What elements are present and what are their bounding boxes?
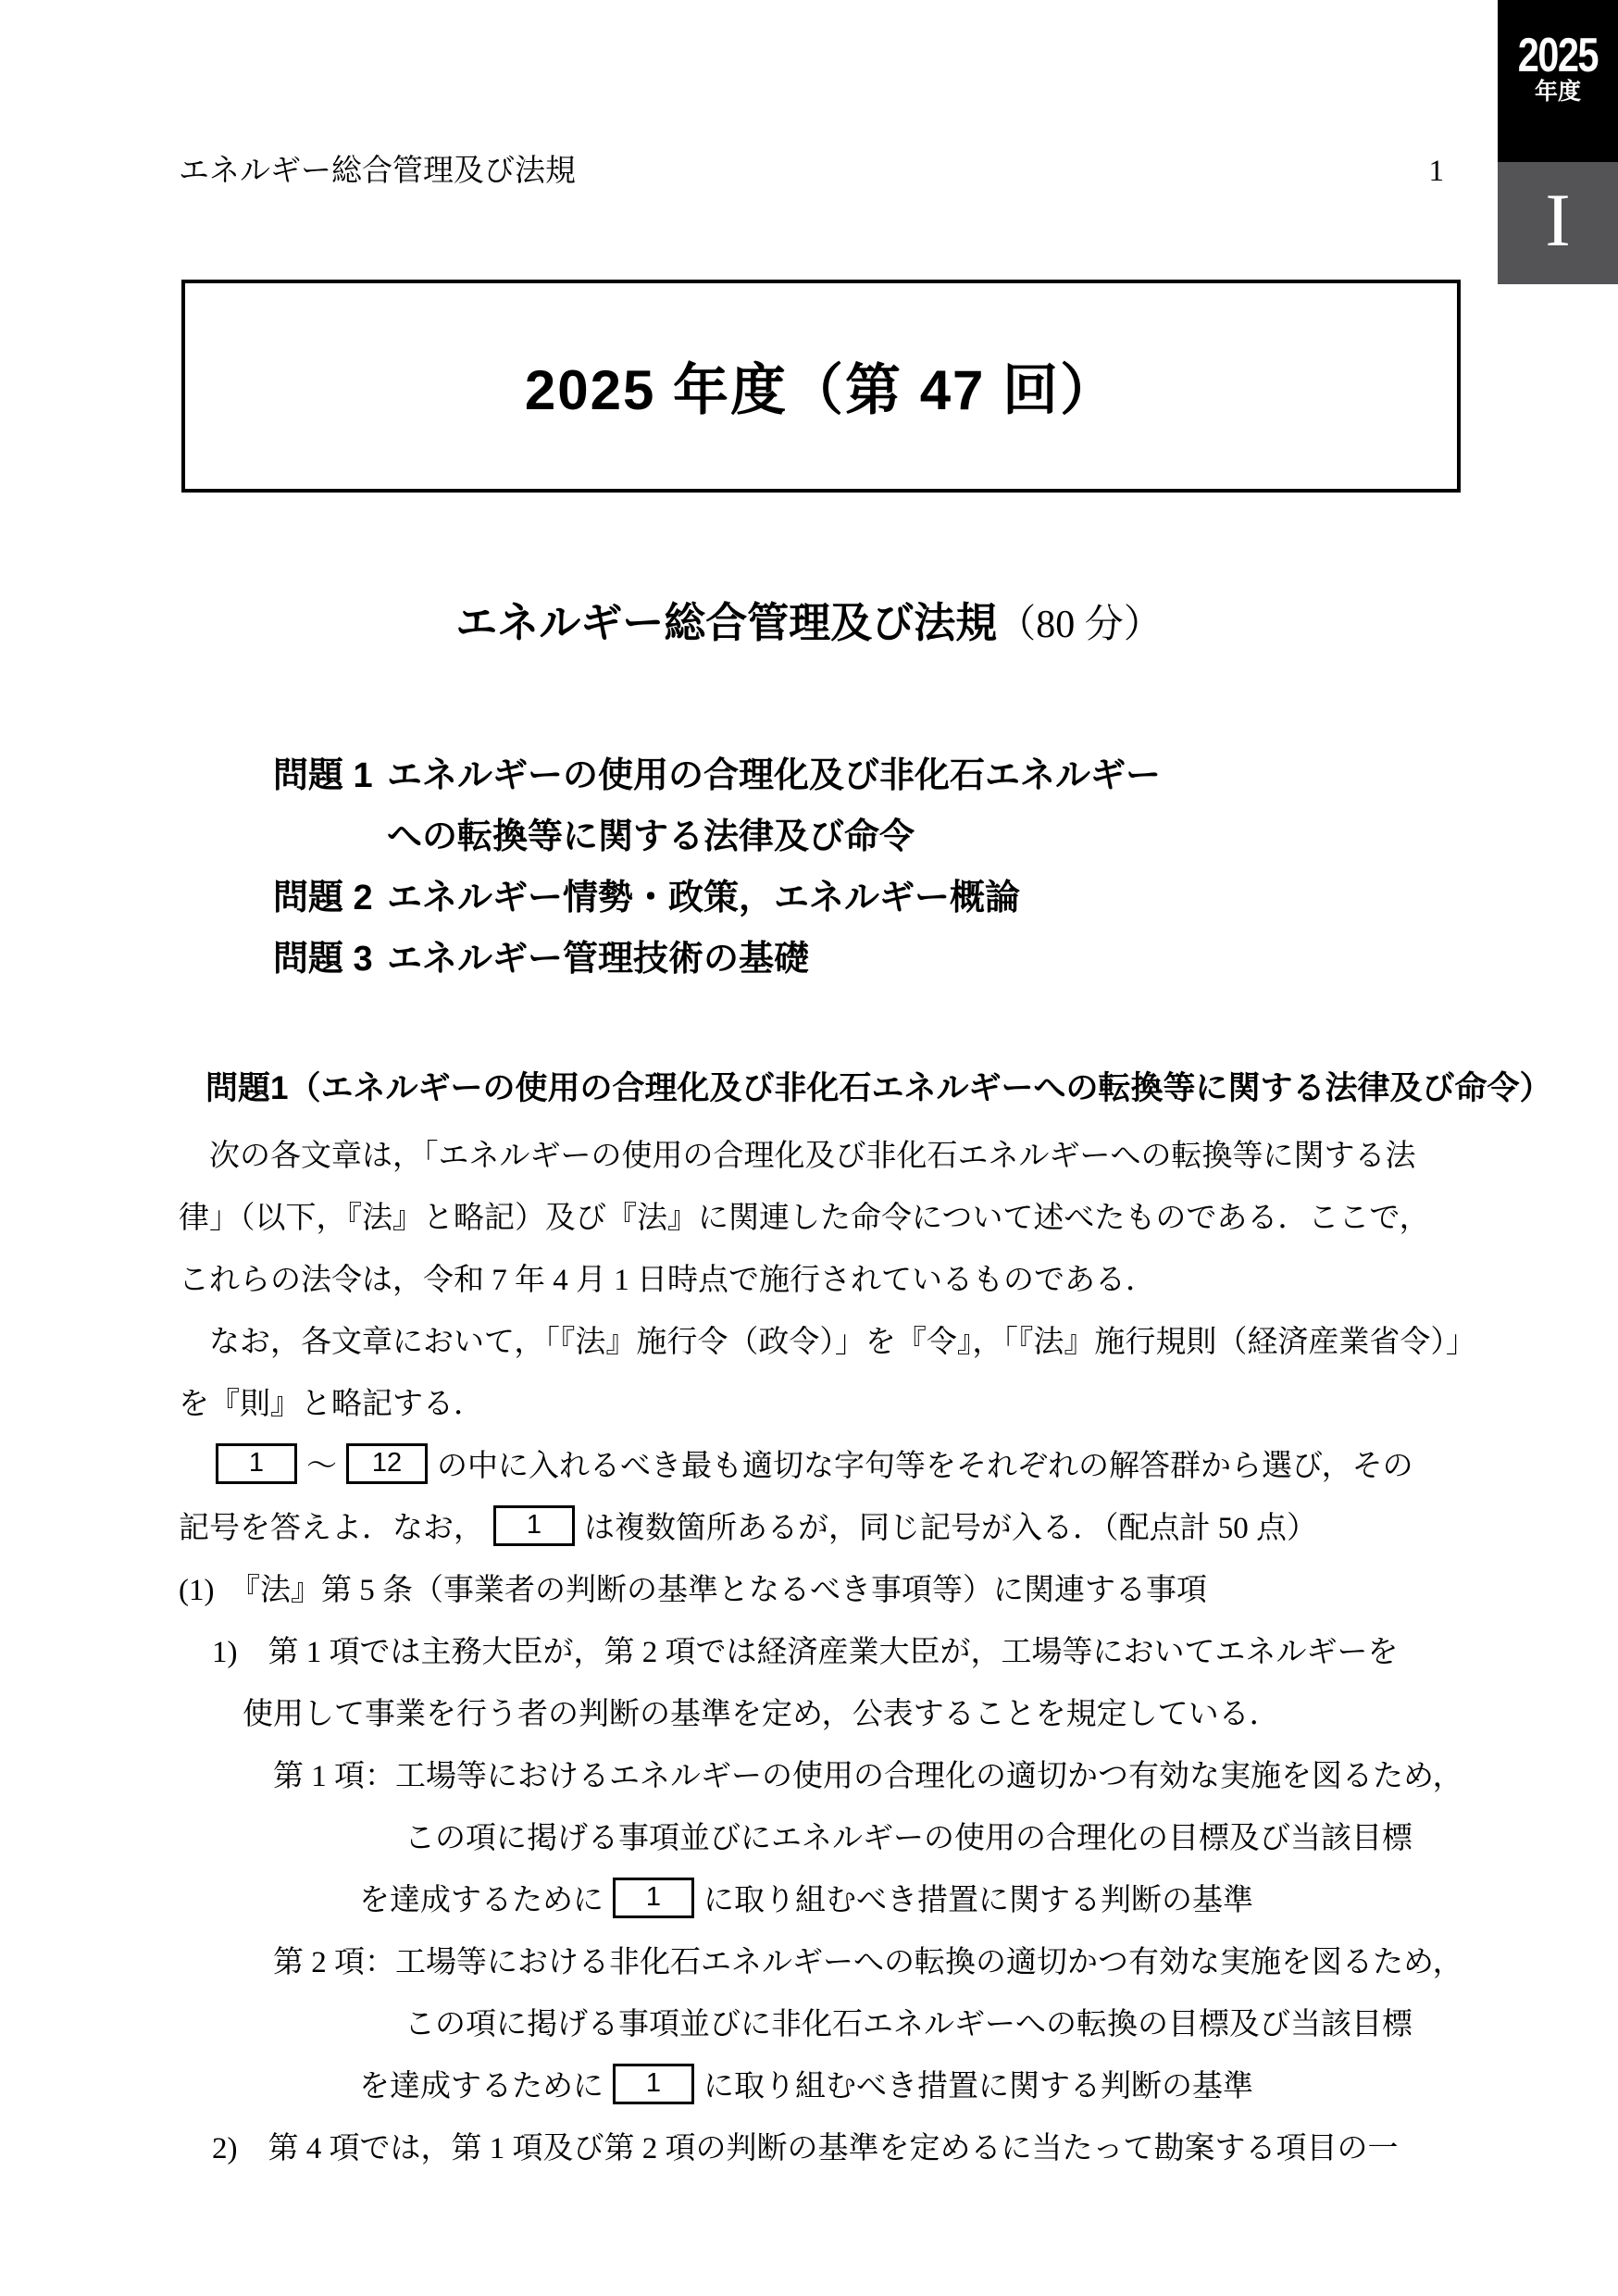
body-line-text: 次の各文章は，「エネルギーの使用の合理化及び非化石エネルギーへの転換等に関する法 bbox=[209, 1140, 1416, 1173]
body-line bbox=[179, 1928, 1475, 1990]
problem-label: 問題 2 bbox=[273, 879, 373, 917]
problem-label: 問題 3 bbox=[273, 940, 373, 979]
problem-title bbox=[387, 867, 1020, 929]
volume-tab-label: I bbox=[1545, 178, 1571, 262]
answer-box: 1 bbox=[613, 2064, 694, 2104]
body-line bbox=[179, 1866, 1475, 1928]
body-line-text: に取り組むべき措置に関する判断の基準 bbox=[703, 1884, 1253, 1917]
body-line bbox=[179, 1122, 1475, 1184]
body-line-text: 記号を答えよ．なお， bbox=[179, 1512, 484, 1545]
body-line bbox=[179, 1432, 1475, 1494]
section-heading: 問題1（エネルギーの使用の合理化及び非化石エネルギーへの転換等に関する法律及び命令） bbox=[205, 1070, 1552, 1106]
body-line bbox=[179, 1618, 1475, 1680]
page-number: 1 bbox=[1428, 155, 1444, 188]
body-line-text: に取り組むべき措置に関する判断の基準 bbox=[703, 2070, 1253, 2103]
body-line bbox=[179, 1184, 1475, 1246]
volume-tab bbox=[1498, 162, 1618, 284]
body-line-text: 第 1 項：工場等におけるエネルギーの使用の合理化の適切かつ有効な実施を図るため， bbox=[273, 1760, 1463, 1793]
year-tab bbox=[1498, 0, 1618, 162]
problem-title-line: エネルギーの使用の合理化及び非化石エネルギー bbox=[387, 756, 1162, 795]
problem-label: 問題 1 bbox=[273, 756, 373, 795]
year-tab-suffix: 年度 bbox=[1534, 79, 1581, 105]
body-line-text: 2) 第 4 項では，第 1 項及び第 2 項の判断の基準を定めるに当たって勘案する項目の一 bbox=[212, 2132, 1399, 2165]
problem-item bbox=[273, 929, 1161, 990]
problem-title-line: への転換等に関する法律及び命令 bbox=[387, 817, 915, 856]
body-line-text: この項に掲げる事項並びにエネルギーの使用の合理化の目標及び当該目標 bbox=[404, 1822, 1413, 1855]
body-line-text: これらの法令は，令和 7 年 4 月 1 日時点で施行されているものである． bbox=[179, 1264, 1156, 1297]
body-line-text: 第 2 項：工場等における非化石エネルギーへの転換の適切かつ有効な実施を図るため， bbox=[273, 1946, 1463, 1979]
body-line-text: を達成するために bbox=[359, 2070, 604, 2103]
problem-title bbox=[387, 745, 1161, 867]
body-line-text: を『則』と略記する． bbox=[179, 1388, 484, 1421]
problem-list bbox=[273, 745, 1161, 990]
problem-item bbox=[273, 867, 1161, 929]
problem-item bbox=[273, 745, 1161, 867]
body-line bbox=[179, 1246, 1475, 1308]
body-line bbox=[179, 1494, 1475, 1556]
subject-name: エネルギー総合管理及び法規 bbox=[455, 599, 998, 646]
body-line bbox=[179, 1742, 1475, 1804]
problem-title-line: エネルギー管理技術の基礎 bbox=[387, 940, 810, 979]
body-line-text: この項に掲げる事項並びに非化石エネルギーへの転換の目標及び当該目標 bbox=[404, 2008, 1413, 2041]
body-line bbox=[179, 2115, 1475, 2177]
body-line bbox=[179, 1990, 1475, 2053]
body-line bbox=[179, 2053, 1475, 2115]
body-line bbox=[179, 1370, 1475, 1432]
body-line-text: を達成するために bbox=[359, 1884, 604, 1917]
answer-box: 12 bbox=[346, 1443, 428, 1484]
exam-session-title: 2025 年度（第 47 回） bbox=[524, 359, 1118, 421]
body-line-text: 1) 第 1 項では主務大臣が，第 2 項では経済産業大臣が，工場等においてエネルギーを bbox=[212, 1636, 1399, 1669]
title-box bbox=[181, 280, 1461, 493]
answer-box: 1 bbox=[613, 1878, 694, 1918]
body-line-text: 律」（以下，『法』と略記）及び『法』に関連した命令について述べたものである．ここで， bbox=[179, 1202, 1430, 1235]
body-line-text: なお，各文章において，「『法』施行令（政令）」を『令』，「『法』施行規則（経済産業省令）」 bbox=[209, 1326, 1476, 1359]
subject-line bbox=[0, 589, 1618, 649]
body-line bbox=[179, 1308, 1475, 1370]
body-line-text: 使用して事業を行う者の判断の基準を定め，公表することを規定している． bbox=[243, 1698, 1280, 1731]
body-line bbox=[179, 1804, 1475, 1866]
body-line-text: ～ bbox=[306, 1450, 337, 1483]
subject-duration: （80 分） bbox=[997, 604, 1163, 646]
body-line-text: の中に入れるべき最も適切な字句等をそれぞれの解答群から選び，その bbox=[437, 1450, 1413, 1483]
year-tab-label: 2025 bbox=[1517, 29, 1599, 82]
body-text bbox=[179, 1122, 1475, 2177]
answer-box: 1 bbox=[493, 1505, 575, 1546]
running-header-title: エネルギー総合管理及び法規 bbox=[179, 155, 576, 188]
body-line bbox=[179, 1556, 1475, 1618]
body-line bbox=[179, 1680, 1475, 1742]
problem-title-line: エネルギー情勢・政策，エネルギー概論 bbox=[387, 879, 1021, 917]
body-line-text: は複数箇所あるが，同じ記号が入る．（配点計 50 点） bbox=[584, 1512, 1317, 1545]
body-line-text: (1) 『法』第 5 条（事業者の判断の基準となるべき事項等）に関連する事項 bbox=[179, 1574, 1207, 1607]
running-header bbox=[179, 153, 1444, 190]
problem-title bbox=[387, 929, 809, 990]
answer-box: 1 bbox=[216, 1443, 297, 1484]
